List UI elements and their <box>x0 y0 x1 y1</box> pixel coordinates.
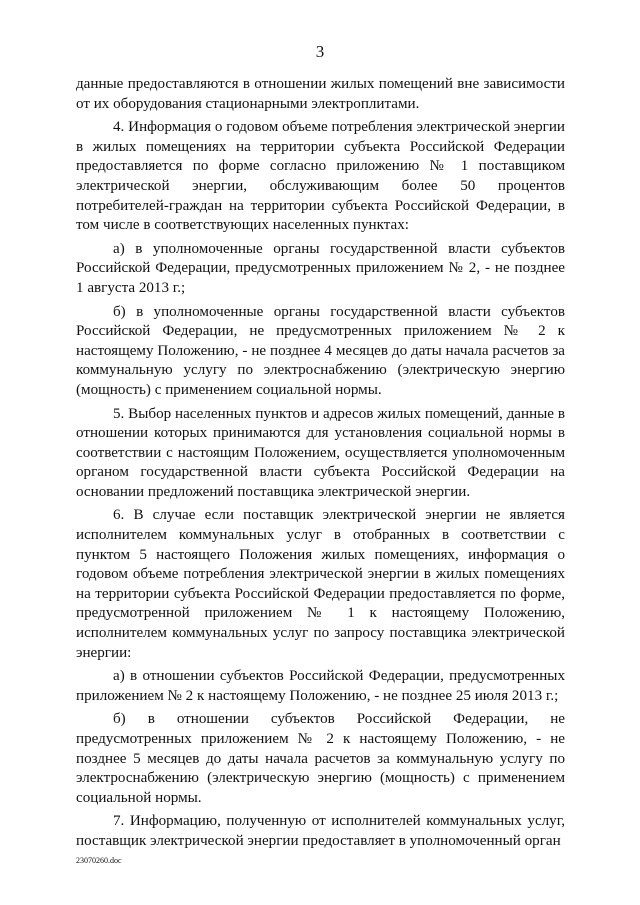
paragraph-item-6: 6. В случае если поставщик электрической энергии не является исполнителем коммунальных услуг в отобранных в соответствии с пунктом 5 настоящего Положения жилых помещениях, информация о годовом объеме потребления электрической энергии в жилых помещениях на территории субъекта Российской Федерации предоставляется по форме, предусмотренной приложением № 1 к настоящему Положению, исполнителем коммунальных услуг по запросу поставщика электрической энергии: <box>76 507 565 661</box>
document-body <box>76 75 565 852</box>
paragraph-item-4: 4. Информация о годовом объеме потребления электрической энергии в жилых помещениях на территории субъекта Российской Федерации предоставляется по форме согласно приложению № 1 поставщиком электрической энергии, обслуживающим более 50 процентов потребителей-граждан на территории субъекта Российской Федерации, в том числе в соответствующих населенных пунктах: <box>76 119 565 234</box>
paragraph-item-4b: б) в уполномоченные органы государственной власти субъектов Российской Федерации, не предусмотренных приложением № 2 к настоящему Положению, - не позднее 4 месяцев до даты начала расчетов за коммунальную услугу по электроснабжению (электрическую энергию (мощность) с применением социальной нормы. <box>76 303 565 398</box>
paragraph-continuation: данные предоставляются в отношении жилых помещений вне зависимости от их оборудования стационарными электроплитами. <box>76 76 565 112</box>
page-number: 3 <box>315 42 325 61</box>
paragraph-item-6a: а) в отношении субъектов Российской Федерации, предусмотренных приложением № 2 к настоящему Положению, - не позднее 25 июля 2013 г.; <box>76 668 565 704</box>
paragraph-item-6b: б) в отношении субъектов Российской Федерации, не предусмотренных приложением № 2 к настоящему Положению, - не позднее 5 месяцев до даты начала расчетов за коммунальную услугу по электроснабжению (электрическую энергию (мощность) с применением социальной нормы. <box>76 711 565 806</box>
paragraph-item-5: 5. Выбор населенных пунктов и адресов жилых помещений, данные в отношении которых принимаются для установления социальной нормы в соответствии с настоящим Положением, осуществляется уполномоченным органом государственной власти субъекта Российской Федерации на основании предложений поставщика электрической энергии. <box>76 405 565 500</box>
paragraph-item-7: 7. Информацию, полученную от исполнителей коммунальных услуг, поставщик электрической энергии предоставляет в уполномоченный орган <box>76 813 565 849</box>
footer-filename: 23070260.doc <box>76 856 122 865</box>
paragraph-item-4a: а) в уполномоченные органы государственной власти субъектов Российской Федерации, предусмотренных приложением № 2, - не позднее 1 августа 2013 г.; <box>76 240 565 296</box>
